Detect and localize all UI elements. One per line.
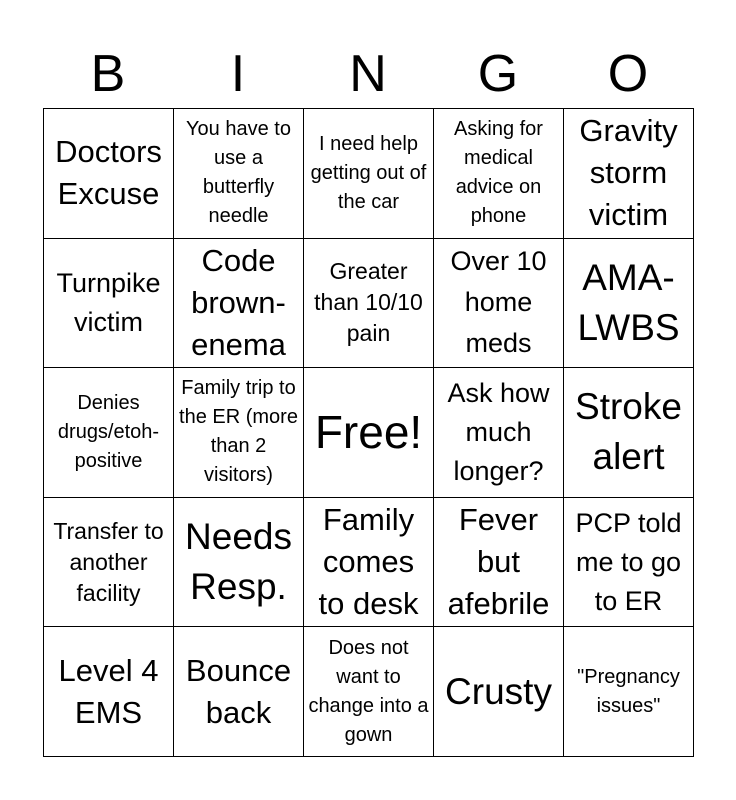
header-letter-n: N xyxy=(349,45,387,103)
cell-text: Needs Resp. xyxy=(185,516,292,608)
bingo-cell[interactable] xyxy=(44,627,174,757)
bingo-grid xyxy=(43,108,694,757)
cell-text: You have to use a butterfly needle xyxy=(186,118,291,228)
cell-text: Asking for medical advice on phone xyxy=(454,118,543,228)
cell-text: Family trip to the ER (more than 2 visitors) xyxy=(179,377,298,487)
cell-text: I need help getting out of the car xyxy=(310,132,427,213)
cell-text: Level 4 EMS xyxy=(58,652,159,730)
header-letter-o: O xyxy=(607,45,649,103)
bingo-header xyxy=(43,40,693,108)
bingo-cell[interactable] xyxy=(434,239,564,369)
bingo-cell[interactable] xyxy=(564,109,694,239)
bingo-cell[interactable] xyxy=(44,368,174,498)
cell-text: Over 10 home meds xyxy=(450,246,547,359)
cell-text: Doctors Excuse xyxy=(55,134,162,212)
cell-text: Code brown-enema xyxy=(191,242,286,362)
header-letter-g: G xyxy=(477,45,519,103)
bingo-cell[interactable] xyxy=(434,627,564,757)
header-letter-i: I xyxy=(230,45,246,103)
bingo-cell[interactable] xyxy=(564,239,694,369)
bingo-cell[interactable] xyxy=(564,627,694,757)
cell-text: Crusty xyxy=(445,670,552,712)
cell-text: Denies drugs/etoh-positive xyxy=(57,391,160,472)
bingo-cell[interactable] xyxy=(44,498,174,628)
cell-text: Stroke alert xyxy=(575,386,682,478)
bingo-cell[interactable] xyxy=(44,109,174,239)
bingo-cell[interactable] xyxy=(174,239,304,369)
cell-text: Bounce back xyxy=(185,652,292,730)
cell-text: Ask how much longer? xyxy=(447,377,550,486)
cell-text: Fever but afebrile xyxy=(447,502,550,622)
cell-text: Free! xyxy=(314,406,423,459)
bingo-cell[interactable] xyxy=(564,498,694,628)
cell-text: Transfer to another facility xyxy=(53,517,164,606)
bingo-cell[interactable] xyxy=(174,498,304,628)
bingo-cell[interactable] xyxy=(304,498,434,628)
bingo-cell[interactable] xyxy=(174,109,304,239)
bingo-cell[interactable] xyxy=(174,627,304,757)
bingo-cell[interactable] xyxy=(304,239,434,369)
cell-text: "Pregnancy issues" xyxy=(577,665,680,717)
bingo-cell[interactable] xyxy=(44,239,174,369)
header-letter-b: B xyxy=(90,45,126,103)
cell-text: AMA-LWBS xyxy=(577,256,680,348)
bingo-cell[interactable] xyxy=(434,368,564,498)
bingo-cell[interactable] xyxy=(304,627,434,757)
cell-text: PCP told me to go to ER xyxy=(575,507,682,616)
bingo-cell[interactable] xyxy=(434,498,564,628)
cell-text: Greater than 10/10 pain xyxy=(314,258,423,347)
cell-text: Turnpike victim xyxy=(56,267,161,337)
bingo-cell-free[interactable] xyxy=(304,368,434,498)
bingo-cell[interactable] xyxy=(564,368,694,498)
cell-text: Family comes to desk xyxy=(318,502,419,622)
cell-text: Gravity storm victim xyxy=(579,113,678,233)
cell-text: Does not want to change into a gown xyxy=(308,636,429,746)
bingo-cell[interactable] xyxy=(174,368,304,498)
bingo-cell[interactable] xyxy=(434,109,564,239)
bingo-cell[interactable] xyxy=(304,109,434,239)
